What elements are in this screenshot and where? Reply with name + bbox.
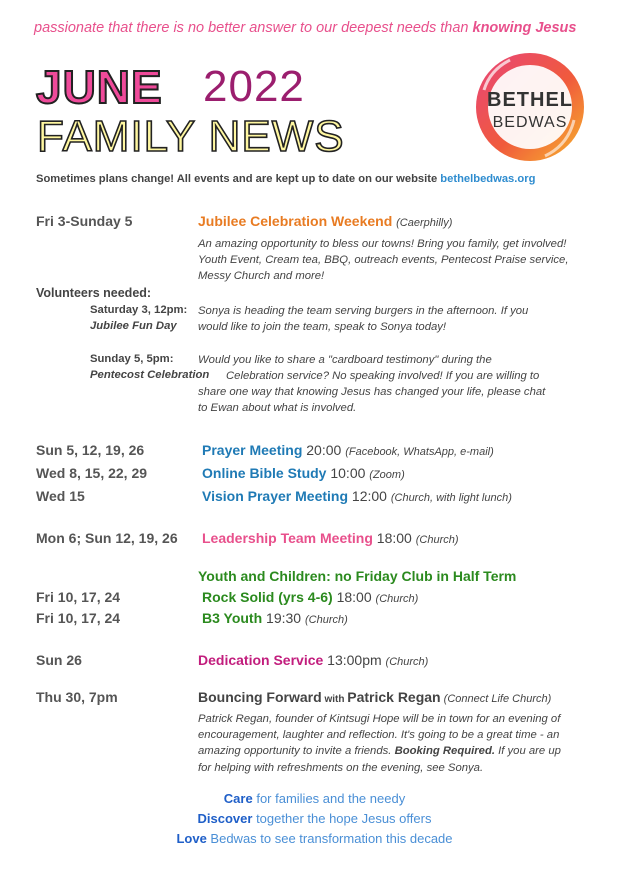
jubilee-note: (Caerphilly): [396, 217, 453, 229]
event-note: (Church): [375, 593, 419, 605]
event-title: Prayer Meeting: [202, 442, 303, 458]
event-title: Vision Prayer Meeting: [202, 488, 349, 504]
description-line: Patrick Regan, founder of Kintsugi Hope will be in town for an evening of: [198, 713, 561, 725]
plans-note: [36, 173, 535, 185]
footer-care: [0, 791, 629, 806]
event-note: (Church): [304, 614, 348, 626]
website-link[interactable]: bethelbedwas.org: [440, 173, 536, 185]
event-bouncing-forward: [198, 689, 551, 705]
event-prayer-meeting: [202, 442, 494, 458]
jubilee-date: Fri 3-Sunday 5: [36, 213, 133, 229]
volunteer-line: share one way that knowing Jesus has changed your life, please chat: [198, 386, 546, 398]
volunteer-1-date: Saturday 3, 12pm:: [90, 304, 188, 316]
event-date: Sun 5, 12, 19, 26: [36, 442, 145, 458]
event-title: Online Bible Study: [202, 465, 327, 481]
description-line: for helping with refreshments on the evening, see Sonya.: [198, 761, 484, 774]
event-date: Fri 10, 17, 24: [36, 589, 121, 605]
volunteer-2-date: Sunday 5, 5pm:: [90, 353, 174, 365]
description-line: encouragement, laughter and reflection. It's going to be a great time - an: [198, 729, 560, 742]
event-time: 12:00: [348, 488, 391, 504]
event-title: Rock Solid (yrs 4-6): [202, 589, 333, 605]
event-note: (Church): [385, 656, 429, 668]
volunteer-1-event: Jubilee Fun Day: [90, 320, 177, 332]
volunteer-line: Sonya is heading the team serving burgers in the afternoon. If you: [198, 305, 529, 317]
event-date: Mon 6; Sun 12, 19, 26: [36, 530, 178, 546]
tagline: [34, 20, 576, 36]
description-line: An amazing opportunity to bless our towns! Bring you family, get involved!: [198, 238, 567, 250]
footer-keyword: Discover: [197, 811, 253, 826]
title-year: 2022: [203, 62, 305, 111]
description-text: If you are up: [494, 745, 561, 758]
event-title: Leadership Team Meeting: [202, 530, 373, 546]
event-time: 18:00: [332, 589, 376, 605]
title-family-news: FAMILY NEWS: [37, 112, 345, 161]
logo-line1: BETHEL: [487, 89, 573, 111]
footer-keyword: Care: [223, 791, 253, 806]
event-note: (Church): [415, 534, 459, 546]
booking-required: Booking Required.: [394, 745, 495, 758]
bouncing-description: [198, 711, 561, 776]
event-speaker: Patrick Regan: [347, 689, 441, 705]
tagline-emphasis: knowing Jesus: [472, 20, 577, 36]
event-vision-prayer: [202, 488, 512, 504]
footer-love: [0, 831, 629, 846]
event-note: (Church, with light lunch): [390, 492, 512, 504]
bethel-bedwas-logo: [470, 50, 590, 165]
footer-discover: [0, 811, 629, 826]
volunteer-2-line1: Would you like to share a "cardboard testimony" during the: [198, 354, 492, 366]
volunteer-line: to Ewan about what is involved.: [198, 402, 357, 415]
event-leadership: [202, 530, 459, 546]
event-note: (Connect Life Church): [440, 693, 552, 705]
event-bible-study: [202, 465, 405, 481]
jubilee-event: [198, 213, 452, 229]
description-line: Messy Church and more!: [198, 270, 325, 283]
volunteer-2-text: [198, 384, 545, 416]
event-time: 10:00: [326, 465, 370, 481]
tagline-text: passionate that there is no better answer to our deepest needs than: [34, 20, 473, 36]
event-time: 18:00: [372, 530, 416, 546]
footer-text: for families and the needy: [252, 791, 406, 806]
event-title: B3 Youth: [202, 610, 263, 626]
event-note: (Zoom): [369, 469, 405, 481]
logo-line2: BEDWAS: [492, 114, 568, 131]
event-note: (Facebook, WhatsApp, e-mail): [345, 446, 494, 458]
jubilee-description: [198, 236, 568, 285]
event-date: Fri 10, 17, 24: [36, 610, 121, 626]
event-time: 20:00: [302, 442, 346, 458]
event-date: Wed 15: [36, 488, 85, 504]
footer-keyword: Love: [176, 831, 207, 846]
event-date: Thu 30, 7pm: [36, 689, 118, 705]
event-time: 13:00pm: [323, 652, 386, 668]
footer-text: Bedwas to see transformation this decade: [206, 831, 453, 846]
event-with: with: [321, 694, 348, 705]
footer-text: together the hope Jesus offers: [252, 811, 432, 826]
plans-text: Sometimes plans change! All events and are kept up to date on our website: [36, 173, 441, 185]
event-rock-solid: [202, 589, 418, 605]
volunteer-2-event: Pentecost Celebration: [90, 369, 210, 381]
event-title: Dedication Service: [198, 652, 324, 668]
jubilee-title: Jubilee Celebration Weekend: [198, 213, 393, 229]
youth-heading: Youth and Children: no Friday Club in Half Term: [198, 568, 517, 584]
description-text: amazing opportunity to invite a friends.: [198, 745, 395, 758]
description-line: [198, 743, 561, 759]
event-date: Sun 26: [36, 652, 82, 668]
description-line: Youth Event, Cream tea, BBQ, outreach events, Pentecost Praise service,: [198, 254, 569, 267]
event-b3-youth: [202, 610, 348, 626]
volunteers-heading: Volunteers needed:: [36, 286, 152, 300]
event-date: Wed 8, 15, 22, 29: [36, 465, 148, 481]
event-title: Bouncing Forward: [198, 689, 322, 705]
title-month: JUNE: [36, 61, 163, 113]
volunteer-line: would like to join the team, speak to Sonya today!: [198, 321, 447, 334]
event-time: 19:30: [262, 610, 305, 626]
volunteer-1-text: [198, 303, 528, 335]
event-dedication: [198, 652, 428, 668]
volunteer-2-line2: Celebration service? No speaking involved! If you are willing to: [226, 370, 540, 382]
